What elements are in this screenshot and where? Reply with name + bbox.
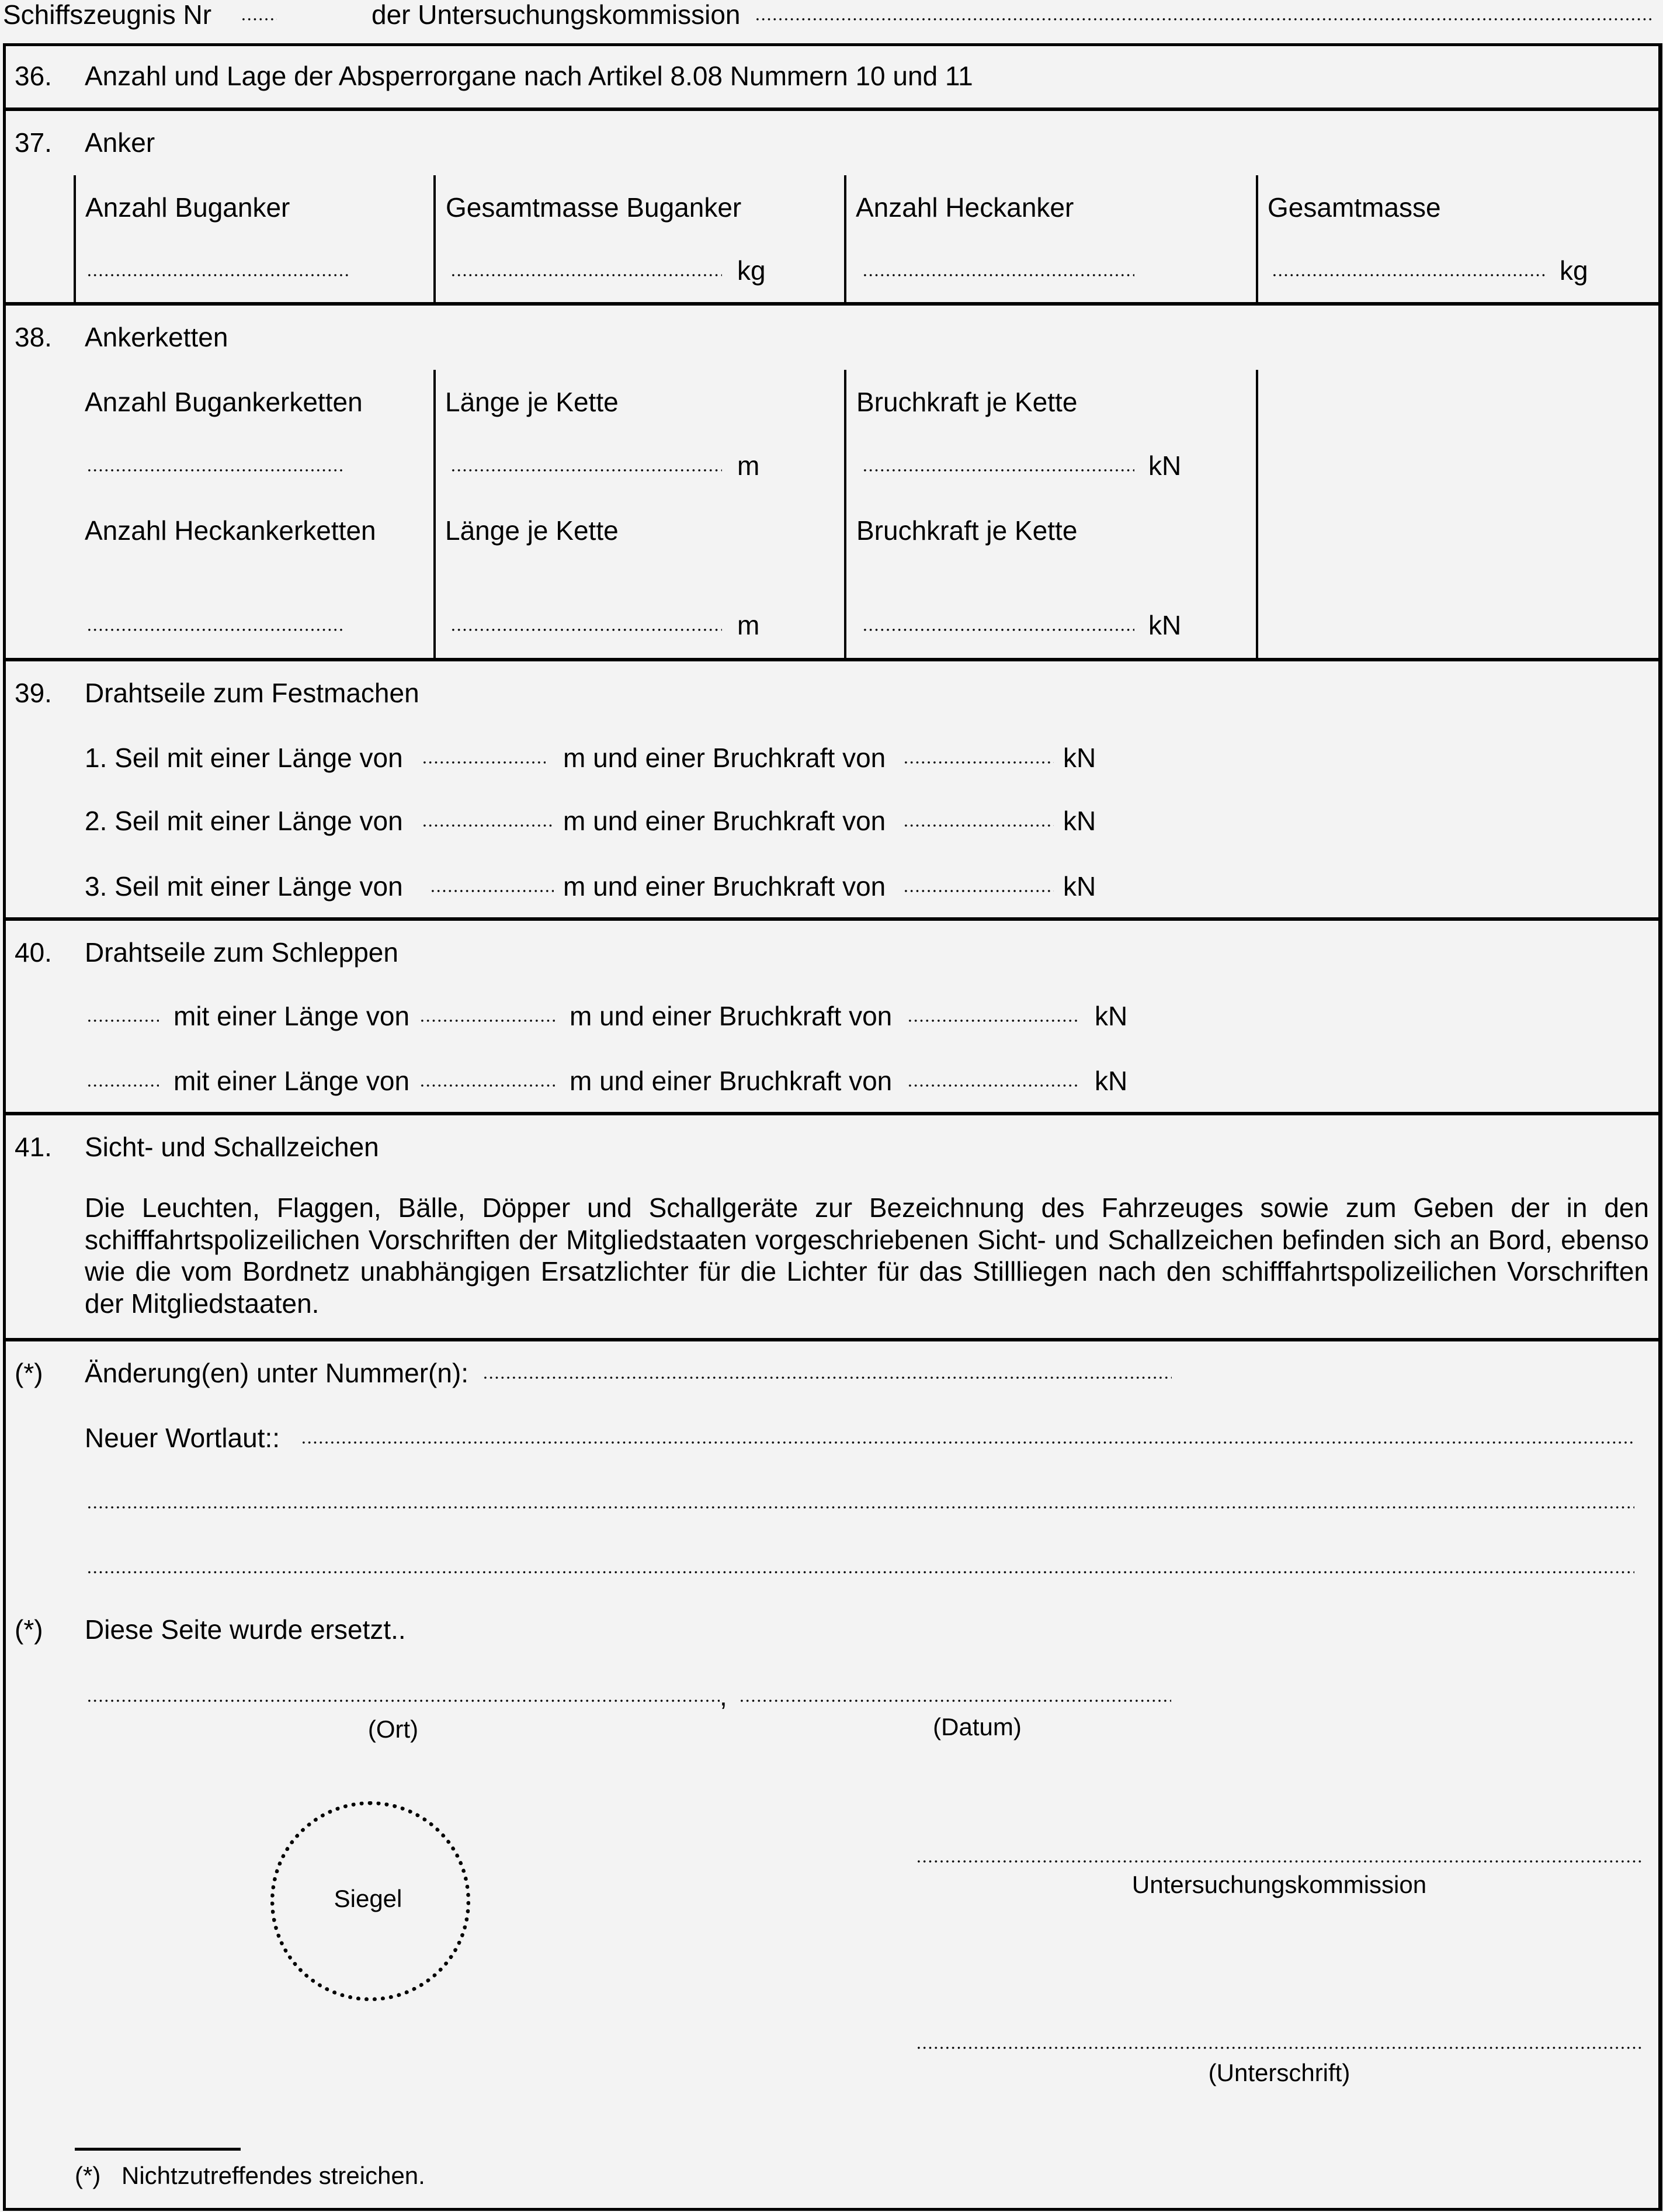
section-41-title: Sicht- und Schallzeichen (85, 1132, 379, 1162)
mooring-rope-1-length-field[interactable] (422, 761, 546, 764)
signature-caption: (Unterschrift) (1208, 2059, 1350, 2086)
bow-anchor-mass-label: Gesamtmasse Buganker (446, 192, 742, 223)
bow-chain-strength-unit: kN (1148, 450, 1182, 481)
mooring-rope-1-strength-field[interactable] (903, 761, 1054, 764)
commission-signature-field[interactable] (916, 1860, 1641, 1863)
mooring-rope-2-length-field[interactable] (422, 824, 554, 827)
bow-chain-length-unit: m (737, 450, 760, 481)
date-field[interactable] (739, 1700, 1171, 1702)
s37-col-divider-2 (844, 175, 846, 303)
section-41-number: 41. (15, 1132, 52, 1162)
footnote-text: Nichtzutreffendes streichen. (121, 2162, 425, 2189)
mooring-rope-1-mid: m und einer Bruchkraft von (563, 743, 886, 773)
mooring-rope-3-strength-field[interactable] (903, 890, 1054, 892)
stern-anchor-mass-field[interactable] (1272, 274, 1546, 276)
mooring-rope-2-strength-field[interactable] (903, 824, 1054, 827)
stern-chain-strength-field[interactable] (862, 629, 1134, 631)
bow-anchor-count-field[interactable] (86, 274, 350, 276)
bow-anchor-mass-field[interactable] (450, 274, 722, 276)
new-wording-label: Neuer Wortlaut:: (85, 1423, 280, 1453)
section-39-title: Drahtseile zum Festmachen (85, 678, 419, 708)
mooring-rope-1-label: 1. Seil mit einer Länge von (85, 743, 403, 773)
certificate-number-label: Schiffszeugnis Nr (3, 0, 212, 30)
bow-chain-count-field[interactable] (86, 469, 343, 471)
date-caption: (Datum) (933, 1713, 1022, 1741)
bow-chain-length-label: Länge je Kette (445, 387, 619, 417)
s37-col-divider-1 (433, 175, 436, 303)
bow-anchor-mass-unit: kg (737, 255, 766, 286)
certificate-number-field[interactable] (241, 18, 277, 20)
s38-col-divider-1 (433, 370, 436, 658)
s37-col-divider-0 (74, 175, 76, 303)
section-36-number: 36. (15, 61, 52, 91)
stern-anchor-mass-label: Gesamtmasse (1268, 192, 1441, 223)
stern-anchor-count-field[interactable] (862, 274, 1134, 276)
seal-label: Siegel (334, 1885, 402, 1912)
place-date-comma: , (720, 1681, 727, 1711)
amend-marker-1: (*) (15, 1358, 43, 1388)
stern-chain-count-field[interactable] (86, 629, 343, 631)
commission-header-field[interactable] (755, 18, 1654, 20)
section-38-number: 38. (15, 322, 52, 352)
towing-rope-1-length-field[interactable] (419, 1020, 555, 1022)
divider-39-40 (3, 917, 1659, 921)
stern-anchor-count-label: Anzahl Heckanker (856, 192, 1074, 223)
towing-rope-2-count-field[interactable] (86, 1084, 159, 1087)
section-40-number: 40. (15, 937, 52, 968)
stern-chain-strength-label: Bruchkraft je Kette (856, 515, 1078, 546)
amend-marker-2: (*) (15, 1614, 43, 1645)
divider-37-38 (3, 302, 1659, 306)
mooring-rope-1-unit: kN (1063, 743, 1096, 773)
mooring-rope-2-label: 2. Seil mit einer Länge von (85, 806, 403, 836)
towing-rope-2-label: mit einer Länge von (173, 1066, 410, 1096)
stern-chain-length-label: Länge je Kette (445, 515, 619, 546)
mooring-rope-2-unit: kN (1063, 806, 1096, 836)
divider-40-41 (3, 1112, 1659, 1115)
mooring-rope-3-length-field[interactable] (430, 890, 554, 892)
mooring-rope-2-mid: m und einer Bruchkraft von (563, 806, 886, 836)
new-wording-field-3[interactable] (86, 1571, 1634, 1573)
towing-rope-1-count-field[interactable] (86, 1020, 159, 1022)
stern-chain-length-unit: m (737, 610, 760, 640)
footnote-rule (75, 2148, 241, 2151)
towing-rope-2-mid: m und einer Bruchkraft von (570, 1066, 893, 1096)
stern-chain-strength-unit: kN (1148, 610, 1182, 640)
s37-col-divider-3 (1256, 175, 1258, 303)
page-replaced-label: Diese Seite wurde ersetzt.. (85, 1614, 406, 1645)
divider-38-39 (3, 658, 1659, 661)
stern-chain-length-field[interactable] (450, 629, 722, 631)
signature-field[interactable] (916, 2047, 1641, 2049)
bow-chain-strength-label: Bruchkraft je Kette (856, 387, 1078, 417)
section-37-title: Anker (85, 127, 155, 158)
stern-chain-count-label: Anzahl Heckankerketten (85, 515, 376, 546)
section-40-title: Drahtseile zum Schleppen (85, 937, 398, 968)
bow-chain-count-label: Anzahl Bugankerketten (85, 387, 363, 417)
commission-caption: Untersuchungskommission (1131, 1871, 1427, 1898)
commission-header-label: der Untersuchungskommission (372, 0, 741, 30)
bow-anchor-count-label: Anzahl Buganker (85, 192, 290, 223)
stern-anchor-mass-unit: kg (1560, 255, 1588, 286)
towing-rope-1-label: mit einer Länge von (173, 1001, 410, 1031)
bow-chain-length-field[interactable] (450, 469, 722, 471)
section-37-number: 37. (15, 127, 52, 158)
section-38-title: Ankerketten (85, 322, 228, 352)
mooring-rope-3-unit: kN (1063, 871, 1096, 902)
place-field[interactable] (86, 1700, 720, 1702)
place-caption: (Ort) (367, 1715, 419, 1743)
towing-rope-1-strength-field[interactable] (907, 1020, 1080, 1022)
s38-col-divider-3 (1256, 370, 1258, 658)
mooring-rope-3-mid: m und einer Bruchkraft von (563, 871, 886, 902)
mooring-rope-3-label: 3. Seil mit einer Länge von (85, 871, 403, 902)
changes-field[interactable] (482, 1377, 1172, 1379)
new-wording-field-1[interactable] (301, 1441, 1634, 1444)
signals-paragraph: Die Leuchten, Flaggen, Bälle, Döpper und Schallgeräte zur Bezeichnung des Fahrzeuges sowie zum Geben der in den schifffahrtspolizeilichen Vorschriften der Mitgliedstaaten vorgeschriebenen Sicht- und Schallzeichen befinden sich an Bord, ebenso wie die vom Bordnetz unabhängigen Ersatzlichter für die Lichter für das Stillliegen nach den schifffahrtspolizeilichen Vorschriften der Mitgliedstaaten. (85, 1192, 1649, 1319)
new-wording-field-2[interactable] (86, 1506, 1634, 1509)
section-36-title: Anzahl und Lage der Absperrorgane nach Artikel 8.08 Nummern 10 und 11 (85, 61, 973, 91)
section-39-number: 39. (15, 678, 52, 708)
divider-41-amend (3, 1338, 1659, 1341)
footnote-marker: (*) (75, 2162, 101, 2189)
bow-chain-strength-field[interactable] (862, 469, 1134, 471)
towing-rope-1-mid: m und einer Bruchkraft von (570, 1001, 893, 1031)
towing-rope-2-length-field[interactable] (419, 1084, 555, 1087)
towing-rope-2-strength-field[interactable] (907, 1084, 1080, 1087)
s38-col-divider-2 (844, 370, 846, 658)
changes-label: Änderung(en) unter Nummer(n): (85, 1358, 469, 1388)
divider-36-37 (3, 108, 1659, 111)
towing-rope-2-unit: kN (1095, 1066, 1128, 1096)
towing-rope-1-unit: kN (1095, 1001, 1128, 1031)
